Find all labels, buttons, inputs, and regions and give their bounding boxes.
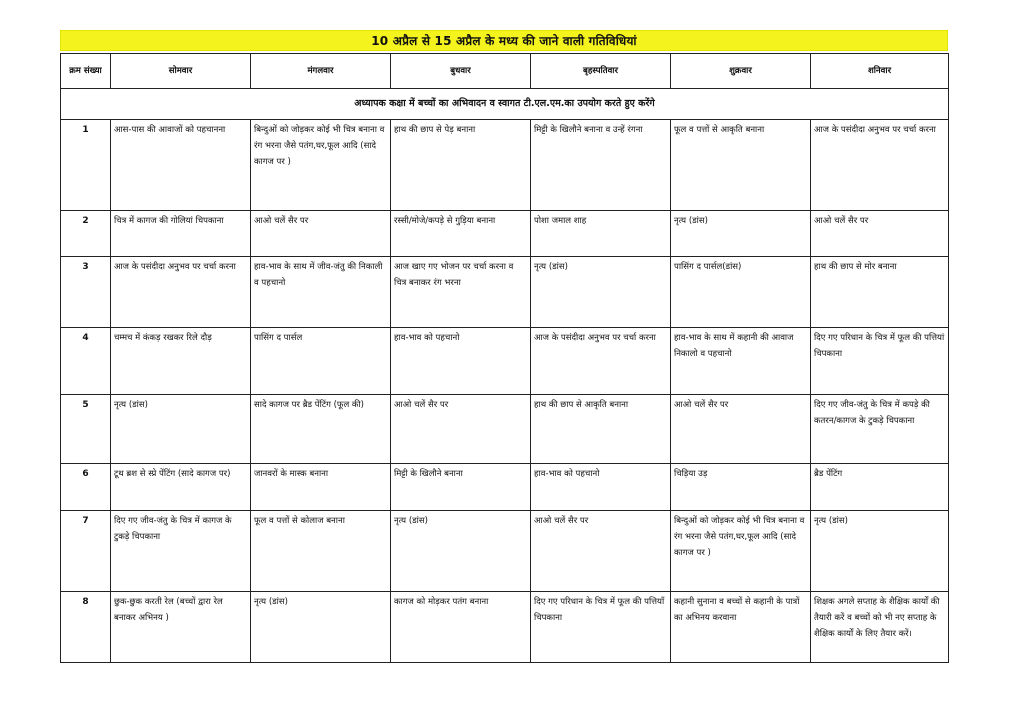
- header-serial: क्रम संख्या: [61, 54, 111, 89]
- table-cell: आओ चलें सैर पर: [251, 211, 391, 257]
- table-cell: चिड़िया उड़: [671, 464, 811, 511]
- table-row: [61, 464, 949, 511]
- activity-schedule-table: [60, 53, 949, 663]
- table-cell: शिक्षक अगले सप्ताह के शैक्षिक कार्यों की तैयारी करें व बच्चों को भी नए सप्ताह के शैक्षिक कार्यों के लिए तैयार करें।: [811, 592, 949, 663]
- table-cell: हाव-भाव को पहचानो: [391, 328, 531, 395]
- table-cell: दिए गए जीव-जंतु के चित्र में कागज के टुकड़े चिपकाना: [111, 511, 251, 592]
- table-cell: नृत्य (डांस): [111, 395, 251, 464]
- row-number: 1: [61, 120, 111, 211]
- table-row: [61, 257, 949, 328]
- table-cell: हाथ की छाप से मोर बनाना: [811, 257, 949, 328]
- table-cell: छुक-छुक करती रेल (बच्चों द्वारा रेल बनाकर अभिनय ): [111, 592, 251, 663]
- header-monday: सोमवार: [111, 54, 251, 89]
- table-cell: नृत्य (डांस): [391, 511, 531, 592]
- header-wednesday: बुधवार: [391, 54, 531, 89]
- table-row: [61, 592, 949, 663]
- table-cell: आज के पसंदीदा अनुभव पर चर्चा करना: [811, 120, 949, 211]
- table-cell: आओ चलें सैर पर: [531, 511, 671, 592]
- table-cell: फूल व पत्तों से आकृति बनाना: [671, 120, 811, 211]
- table-cell: दिए गए परिधान के चित्र में फूल की पत्तियाँ चिपकाना: [531, 592, 671, 663]
- table-cell: नृत्य (डांस): [251, 592, 391, 663]
- row-number: 7: [61, 511, 111, 592]
- row-number: 2: [61, 211, 111, 257]
- table-cell: बिन्दुओं को जोड़कर कोई भी चित्र बनाना व रंग भरना जैसे पतंग,घर,फूल आदि (सादे कागज पर ): [671, 511, 811, 592]
- table-cell: नृत्य (डांस): [811, 511, 949, 592]
- table-cell: सादे कागज पर ब्रैड पेंटिंग (फूल की): [251, 395, 391, 464]
- row-number: 3: [61, 257, 111, 328]
- table-cell: हाव-भाव को पहचानो: [531, 464, 671, 511]
- table-row: [61, 511, 949, 592]
- table-cell: हाव-भाव के साथ में जीव-जंतु की निकाली व पहचानो: [251, 257, 391, 328]
- table-header-row: [61, 54, 949, 89]
- table-cell: फूल व पत्तों से कोलाज बनाना: [251, 511, 391, 592]
- table-row: [61, 328, 949, 395]
- table-cell: ब्रैड पेंटिंग: [811, 464, 949, 511]
- table-cell: कागज को मोड़कर पतंग बनाना: [391, 592, 531, 663]
- table-row: [61, 120, 949, 211]
- banner-text: अध्यापक कक्षा में बच्चों का अभिवादन व स्वागत टी.एल.एम.का उपयोग करते हुए करेंगे: [61, 89, 949, 120]
- row-number: 4: [61, 328, 111, 395]
- table-row: [61, 395, 949, 464]
- header-saturday: शनिवार: [811, 54, 949, 89]
- table-cell: चम्मच में कंकड़ रखकर रिले दौड़: [111, 328, 251, 395]
- table-cell: पासिंग द पार्सल: [251, 328, 391, 395]
- header-thursday: बृहस्पतिवार: [531, 54, 671, 89]
- table-cell: हाव-भाव के साथ में कहानी की आवाज निकालो व पहचानो: [671, 328, 811, 395]
- table-cell: मिट्टी के खिलौने बनाना व उन्हें रंगना: [531, 120, 671, 211]
- table-cell: आस-पास की आवाजों को पहचानना: [111, 120, 251, 211]
- table-cell: आज खाए गए भोजन पर चर्चा करना व चित्र बनाकर रंग भरना: [391, 257, 531, 328]
- row-number: 8: [61, 592, 111, 663]
- header-tuesday: मंगलवार: [251, 54, 391, 89]
- table-cell: नृत्य (डांस): [531, 257, 671, 328]
- table-cell: आओ चलें सैर पर: [391, 395, 531, 464]
- table-cell: जानवरों के मास्क बनाना: [251, 464, 391, 511]
- table-cell: कहानी सुनाना व बच्चों से कहानी के पात्रों का अभिनय करवाना: [671, 592, 811, 663]
- table-cell: नृत्य (डांस): [671, 211, 811, 257]
- table-row: [61, 211, 949, 257]
- table-cell: पासिंग द पार्सल(डांस): [671, 257, 811, 328]
- table-cell: आओ चलें सैर पर: [811, 211, 949, 257]
- table-cell: चित्र में कागज की गोलियां चिपकाना: [111, 211, 251, 257]
- table-cell: हाथ की छाप से आकृति बनाना: [531, 395, 671, 464]
- table-cell: टूथ ब्रश से स्प्रे पेंटिंग (सादे कागज पर): [111, 464, 251, 511]
- table-cell: पोशा जमाल शाह: [531, 211, 671, 257]
- table-cell: आज के पसंदीदा अनुभव पर चर्चा करना: [531, 328, 671, 395]
- document-title: 10 अप्रैल से 15 अप्रैल के मध्य की जाने वाली गतिविधियां: [60, 30, 948, 51]
- table-cell: दिए गए जीव-जंतु के चित्र में कपड़े की कतरन/कागज के टुकड़े चिपकाना: [811, 395, 949, 464]
- table-cell: आज के पसंदीदा अनुभव पर चर्चा करना: [111, 257, 251, 328]
- table-cell: आओ चलें सैर पर: [671, 395, 811, 464]
- table-cell: हाथ की छाप से पेड़ बनाना: [391, 120, 531, 211]
- table-cell: रस्सी/मोजे/कपड़े से गुड़िया बनाना: [391, 211, 531, 257]
- table-cell: मिट्टी के खिलौने बनाना: [391, 464, 531, 511]
- row-number: 6: [61, 464, 111, 511]
- table-cell: बिन्दुओं को जोड़कर कोई भी चित्र बनाना व रंग भरना जैसे पतंग,घर,फूल आदि (सादे कागज पर ): [251, 120, 391, 211]
- row-number: 5: [61, 395, 111, 464]
- header-friday: शुक्रवार: [671, 54, 811, 89]
- table-cell: दिए गए परिधान के चित्र में फूल की पत्तियां चिपकाना: [811, 328, 949, 395]
- banner-row: [61, 89, 949, 120]
